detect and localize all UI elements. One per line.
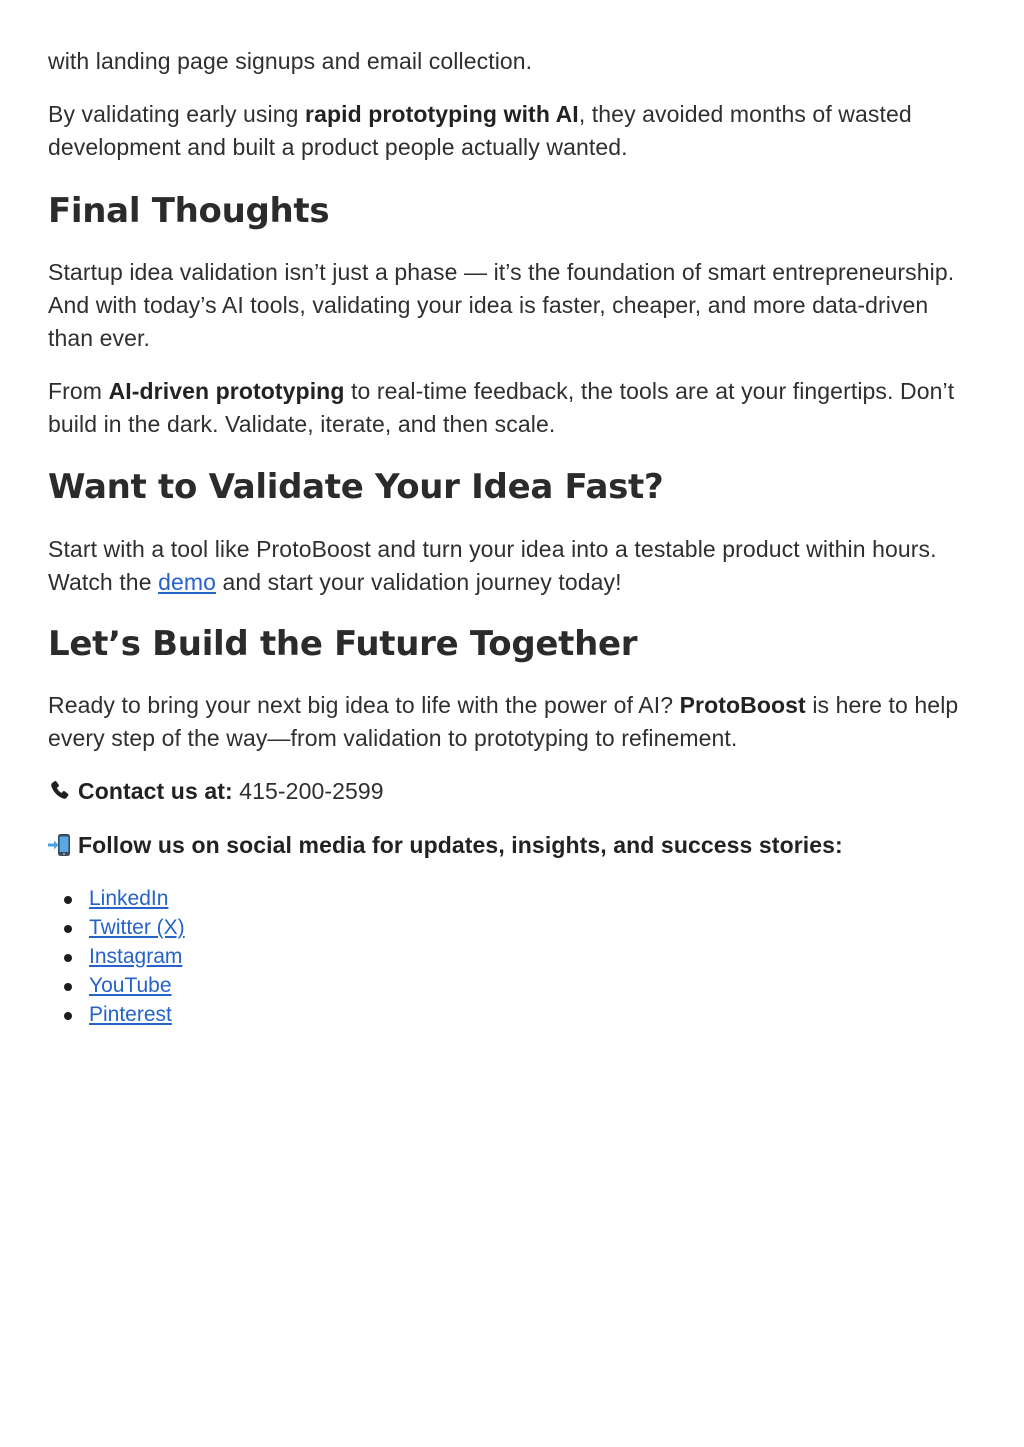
future-paragraph: Ready to bring your next big idea to life with the power of AI? ProtoBoost is here to help every step of the way—from validation to prototyping to refinement.: [48, 692, 959, 751]
validate-paragraph: Start with a tool like ProtoBoost and turn your idea into a testable product within hours. Watch the demo and start your validation journey today!: [48, 536, 937, 595]
list-item: [89, 971, 185, 1000]
twitter-link[interactable]: Twitter (X): [89, 916, 185, 939]
list-item: [89, 1000, 185, 1029]
follow-line: [48, 829, 976, 862]
brand-name: ProtoBoost: [679, 692, 806, 718]
future-heading: Let’s Build the Future Together: [48, 624, 638, 664]
final-thoughts-heading: Final Thoughts: [48, 191, 330, 231]
contact-label: Contact us at:: [78, 778, 233, 804]
mobile-arrow-icon: [48, 833, 72, 857]
demo-link[interactable]: demo: [158, 569, 217, 595]
validate-heading: Want to Validate Your Idea Fast?: [48, 467, 664, 507]
youtube-link[interactable]: YouTube: [89, 974, 172, 997]
contact-line: [48, 775, 976, 808]
intro-emphasis: rapid prototyping with AI: [305, 101, 579, 127]
phone-icon: [48, 779, 72, 803]
list-item: [89, 913, 185, 942]
pinterest-link[interactable]: Pinterest: [89, 1003, 172, 1026]
final-thoughts-paragraph-1: Startup idea validation isn’t just a phase — it’s the foundation of smart entrepreneurship. And with today’s AI tools, validating your idea is faster, cheaper, and more data-driven than ever.: [48, 259, 955, 351]
social-links-list: [48, 884, 185, 1029]
follow-label: Follow us on social media for updates, insights, and success stories:: [78, 832, 843, 858]
list-item: [89, 884, 185, 913]
intro-paragraph: By validating early using rapid prototyping with AI, they avoided months of wasted development and built a product people actually wanted.: [48, 101, 912, 160]
final-thoughts-paragraph-2: From AI-driven prototyping to real-time feedback, the tools are at your fingertips. Don’t build in the dark. Validate, iterate, and then scale.: [48, 378, 955, 437]
instagram-link[interactable]: Instagram: [89, 945, 183, 968]
intro-line: with landing page signups and email collection.: [48, 48, 533, 74]
contact-phone: 415-200-2599: [232, 778, 384, 804]
linkedin-link[interactable]: LinkedIn: [89, 887, 169, 910]
list-item: [89, 942, 185, 971]
final-thoughts-emphasis: AI-driven prototyping: [108, 378, 345, 404]
